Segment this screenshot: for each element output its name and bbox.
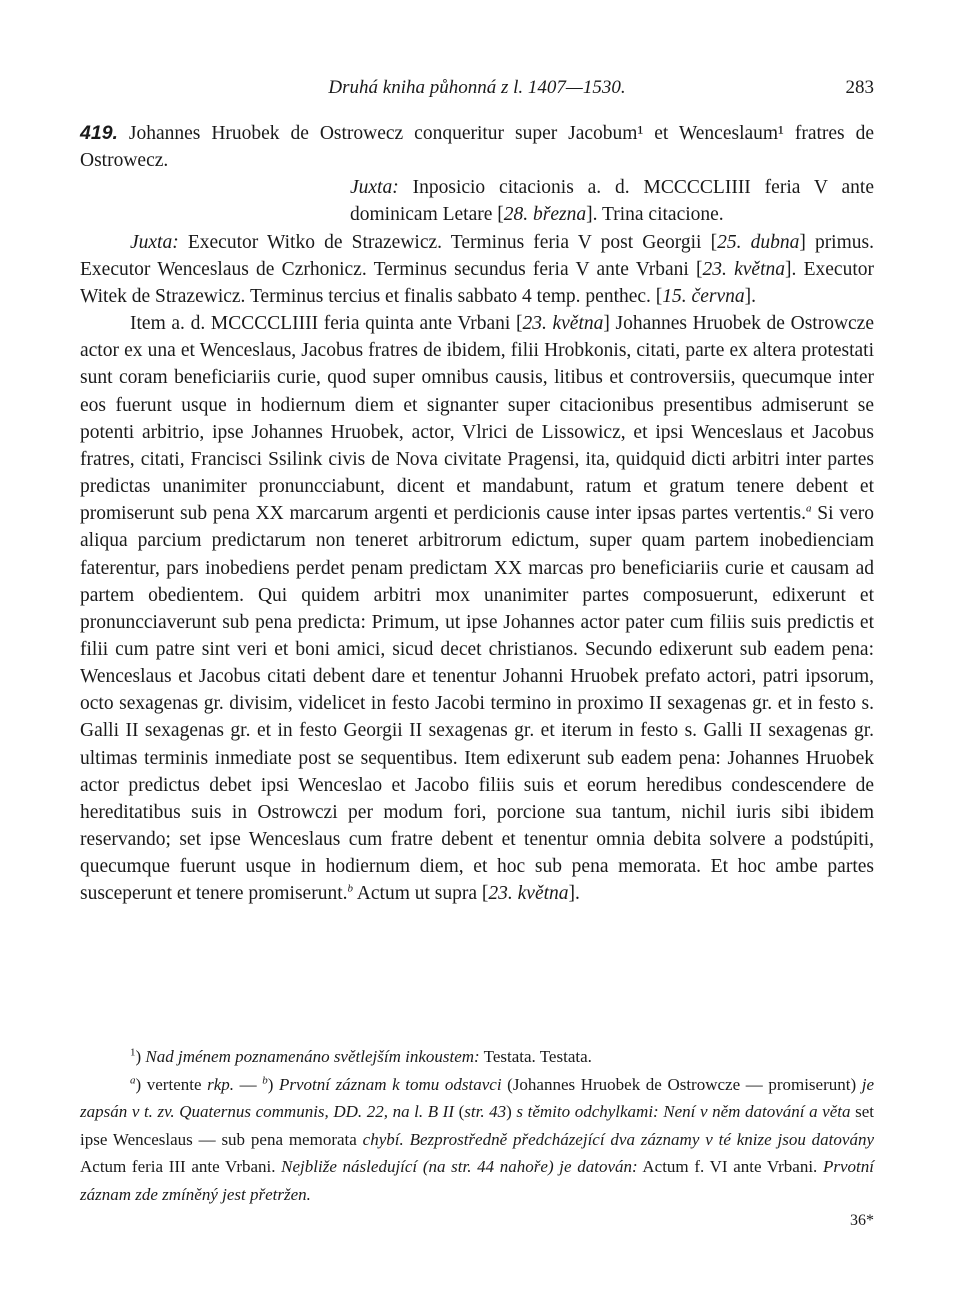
item-text-a: Item a. d. MCCCCLIIII feria quinta ante Vrbani [ [130,313,523,335]
footnote-1: $^1$) Nad jménem poznamenáno světlejším inkoustem: Testata. Testata. [130,1046,592,1066]
juxta-paragraph-2 [80,229,874,310]
juxta-end-1: ]. Trina citacione. [586,204,724,226]
juxta-paragraph-1 [80,174,874,228]
item-paragraph [80,310,874,907]
juxta-label-1: Juxta: [350,177,399,199]
juxta-label-2: Juxta: [130,231,179,253]
fn2-text-c: (Johannes Hruobek de Ostrowcze — promiserunt) [501,1074,862,1094]
signature-mark: 36* [850,1212,874,1229]
page-header [80,72,874,104]
fn2-text-h: Actum f. VI ante Vrbani. [637,1157,823,1176]
entry-number: 419. [80,122,118,144]
footnote-2: $^a$) vertente rkp. — $^b$) Prvotní záznam k tomu odstavci (Johannes Hruobek de Ostrowcze — promiserunt) je zapsán v t. zv. Quaternus communis, DD. 22, na l. B II (str. 43) s těmito odchylkami: Není v něm datování a věta set ipse Wenceslaus — sub pena memorata chybí. Bezprostředně předcházející dva záznamy v té knize jsou datovány Actum feria III ante Vrbani. Nejbliže následující (na str. 44 nahoře) je datován: Actum f. VI ante Vrbani. Prvotní záznam zde zmíněný jest přetržen. [80,1073,875,1204]
entry-heading [80,120,874,174]
page-number: 283 [845,77,874,98]
item-text-c: Si vero aliqua parcium predictarum non teneret arbitrorum edictum, super quam partem inobedienciam faterentur, pars inobediens perdet penam predictam XX marcas pro beneficiariis curie et causam ad partem obedientem. Qui quidem arbitri mox unanimiter partes composuerunt, edixerunt et pronuncciaverunt sub pena predicta: Primum, ut ipse Johannes actor pater cum filiis suis predictis et filii cum patre sint veri et boni amici, sicud decet christianos. Secundo edixerunt sub eadem pena: Wenceslaus et Jacobus citati debent dare et tenentur Johanni Hruobek prefato actori, patri ipsorum, octo sexagenas gr. divisim, videlicet in festo Jacobi termino in proximo II sexagenas gr. et in festo s. Galli II sexagenas gr. et in festo Georgii II sexagenas gr. et iterum in festo s. Galli II sexagenas gr. ultimas terminis inmediate post se sequentibus. Item edixerunt sub eadem pena: Johannes Hruobek actor predictus debet ipsi Wenceslao et Jacobo filiis suis et eorum heredibus condescendere de hereditatibus suis in Ostrowczi per modum fori, porcione sua tantum, nichil iuris sibi ibidem reservando; set ipse Wenceslaus cum fratre debent et tenentur omnia debita solvere a podstúpiti, quecumque fuerunt usque in hodiernum diem, et hoc sub pena memorata. Et hoc ambe partes susceperunt et tenere promiserunt. [80,503,874,905]
juxta-date-2a: 25. dubna [717,231,800,253]
item-text-d: Actum ut supra [ [353,883,489,905]
fn2-italic-b: Prvotní záznam k tomu odstavci [278,1074,502,1094]
juxta-date-1: 28. března [503,204,587,226]
running-title: Druhá kniha půhonná z l. 1407—1530. [328,77,626,98]
footnotes [80,1043,874,1208]
footnote-2-marker-b: b [262,1073,268,1086]
footnote-1-italic: Nad jménem poznamenáno světlejším inkoustem: [145,1047,480,1066]
juxta-text-2c: ]. Executor Witek de Strazewicz. Terminus tercius et finalis sabbato 4 temp. penthec. [ [80,258,874,307]
fn2-italic-a: rkp. [207,1074,235,1094]
juxta-text-2b: ] primus. Executor Wenceslaus de Czrhonicz. Terminus secundus feria V ante Vrbani [ [80,231,874,280]
juxta-text-1: Inposicio citacionis a. d. MCCCCLIIII feria V ante dominicam Letare [ [350,177,874,226]
fn2-text-a: vertente [141,1074,208,1094]
fn2-italic-f: chybí. Bezprostředně předcházející dva záznamy v té knize jsou datovány [362,1129,874,1149]
juxta-date-2b: 23. května [702,258,786,280]
fn2-text-b: — [234,1074,263,1094]
fn2-italic-e: s těmito odchylkami: Není v něm datování a věta [516,1102,851,1121]
juxta-text-2a: Executor Witko de Strazewicz. Terminus feria V post Georgii [ [178,231,718,253]
fn2-italic-g: Nejbliže následující (na str. 44 nahoře) je datován: [281,1157,638,1176]
fn2-text-f: set ipse Wenceslaus — sub pena memorata [80,1102,874,1149]
fn2-text-d: ( [454,1102,465,1121]
juxta-date-2c: 15. června [662,285,745,307]
juxta-text-2d: ]. [744,285,756,307]
footnote-marker-a: a [805,502,812,515]
footnote-marker-b: b [347,882,353,895]
footnote-1-marker: 1 [130,1046,136,1059]
fn2-italic-d: str. 43 [464,1102,507,1121]
fn2-text-e: ) [506,1102,517,1121]
entry-title: Johannes Hruobek de Ostrowecz conqueritur super Jacobum¹ et Wenceslaum¹ fratres de Ostrowecz. [80,123,874,172]
fn2-text-g: Actum feria III ante Vrbani. [80,1157,282,1176]
item-text-b: ] Johannes Hruobek de Ostrowcze actor ex una et Wenceslaus, Jacobus fratres de ibidem, filii Hrobkonis, citati, parte ex altera protestati sunt coram beneficiariis curie, quod super omnibus causis, litibus et controversiis, quecumque inter eos fuerunt usque in hodiernum diem et signanter super citacionibus presentibus admiserunt se potenti arbitrio, ipse Johannes Hruobek, actor, Vlrici de Lissowicz, et ipsi Wenceslaus et Jacobus fratres, citati, Francisci Ssilink civis de Nova civitate Pragensi, ita, quidquid dicti arbitri inter partes predictas unanimiter pronuncciabunt, dicent et mandabunt, ratum et gratum tenere debent et promiserunt sub pena XX marcarum argenti et perdicionis cause inter ipsas partes vertentis. [80,313,874,525]
item-date-end: 23. května [488,883,569,905]
entry-body [80,120,874,908]
fn2-italic-h: Prvotní záznam zde zmíněný jest přetržen. [80,1157,874,1204]
footnote-2-marker-a: a [130,1073,136,1086]
footnote-1-text: Testata. Testata. [479,1047,592,1066]
fn2-italic-c: je zapsán v t. zv. Quaternus communis, DD. 22, na l. B II [80,1074,875,1121]
item-date: 23. května [522,313,604,335]
item-text-e: ]. [568,883,580,905]
